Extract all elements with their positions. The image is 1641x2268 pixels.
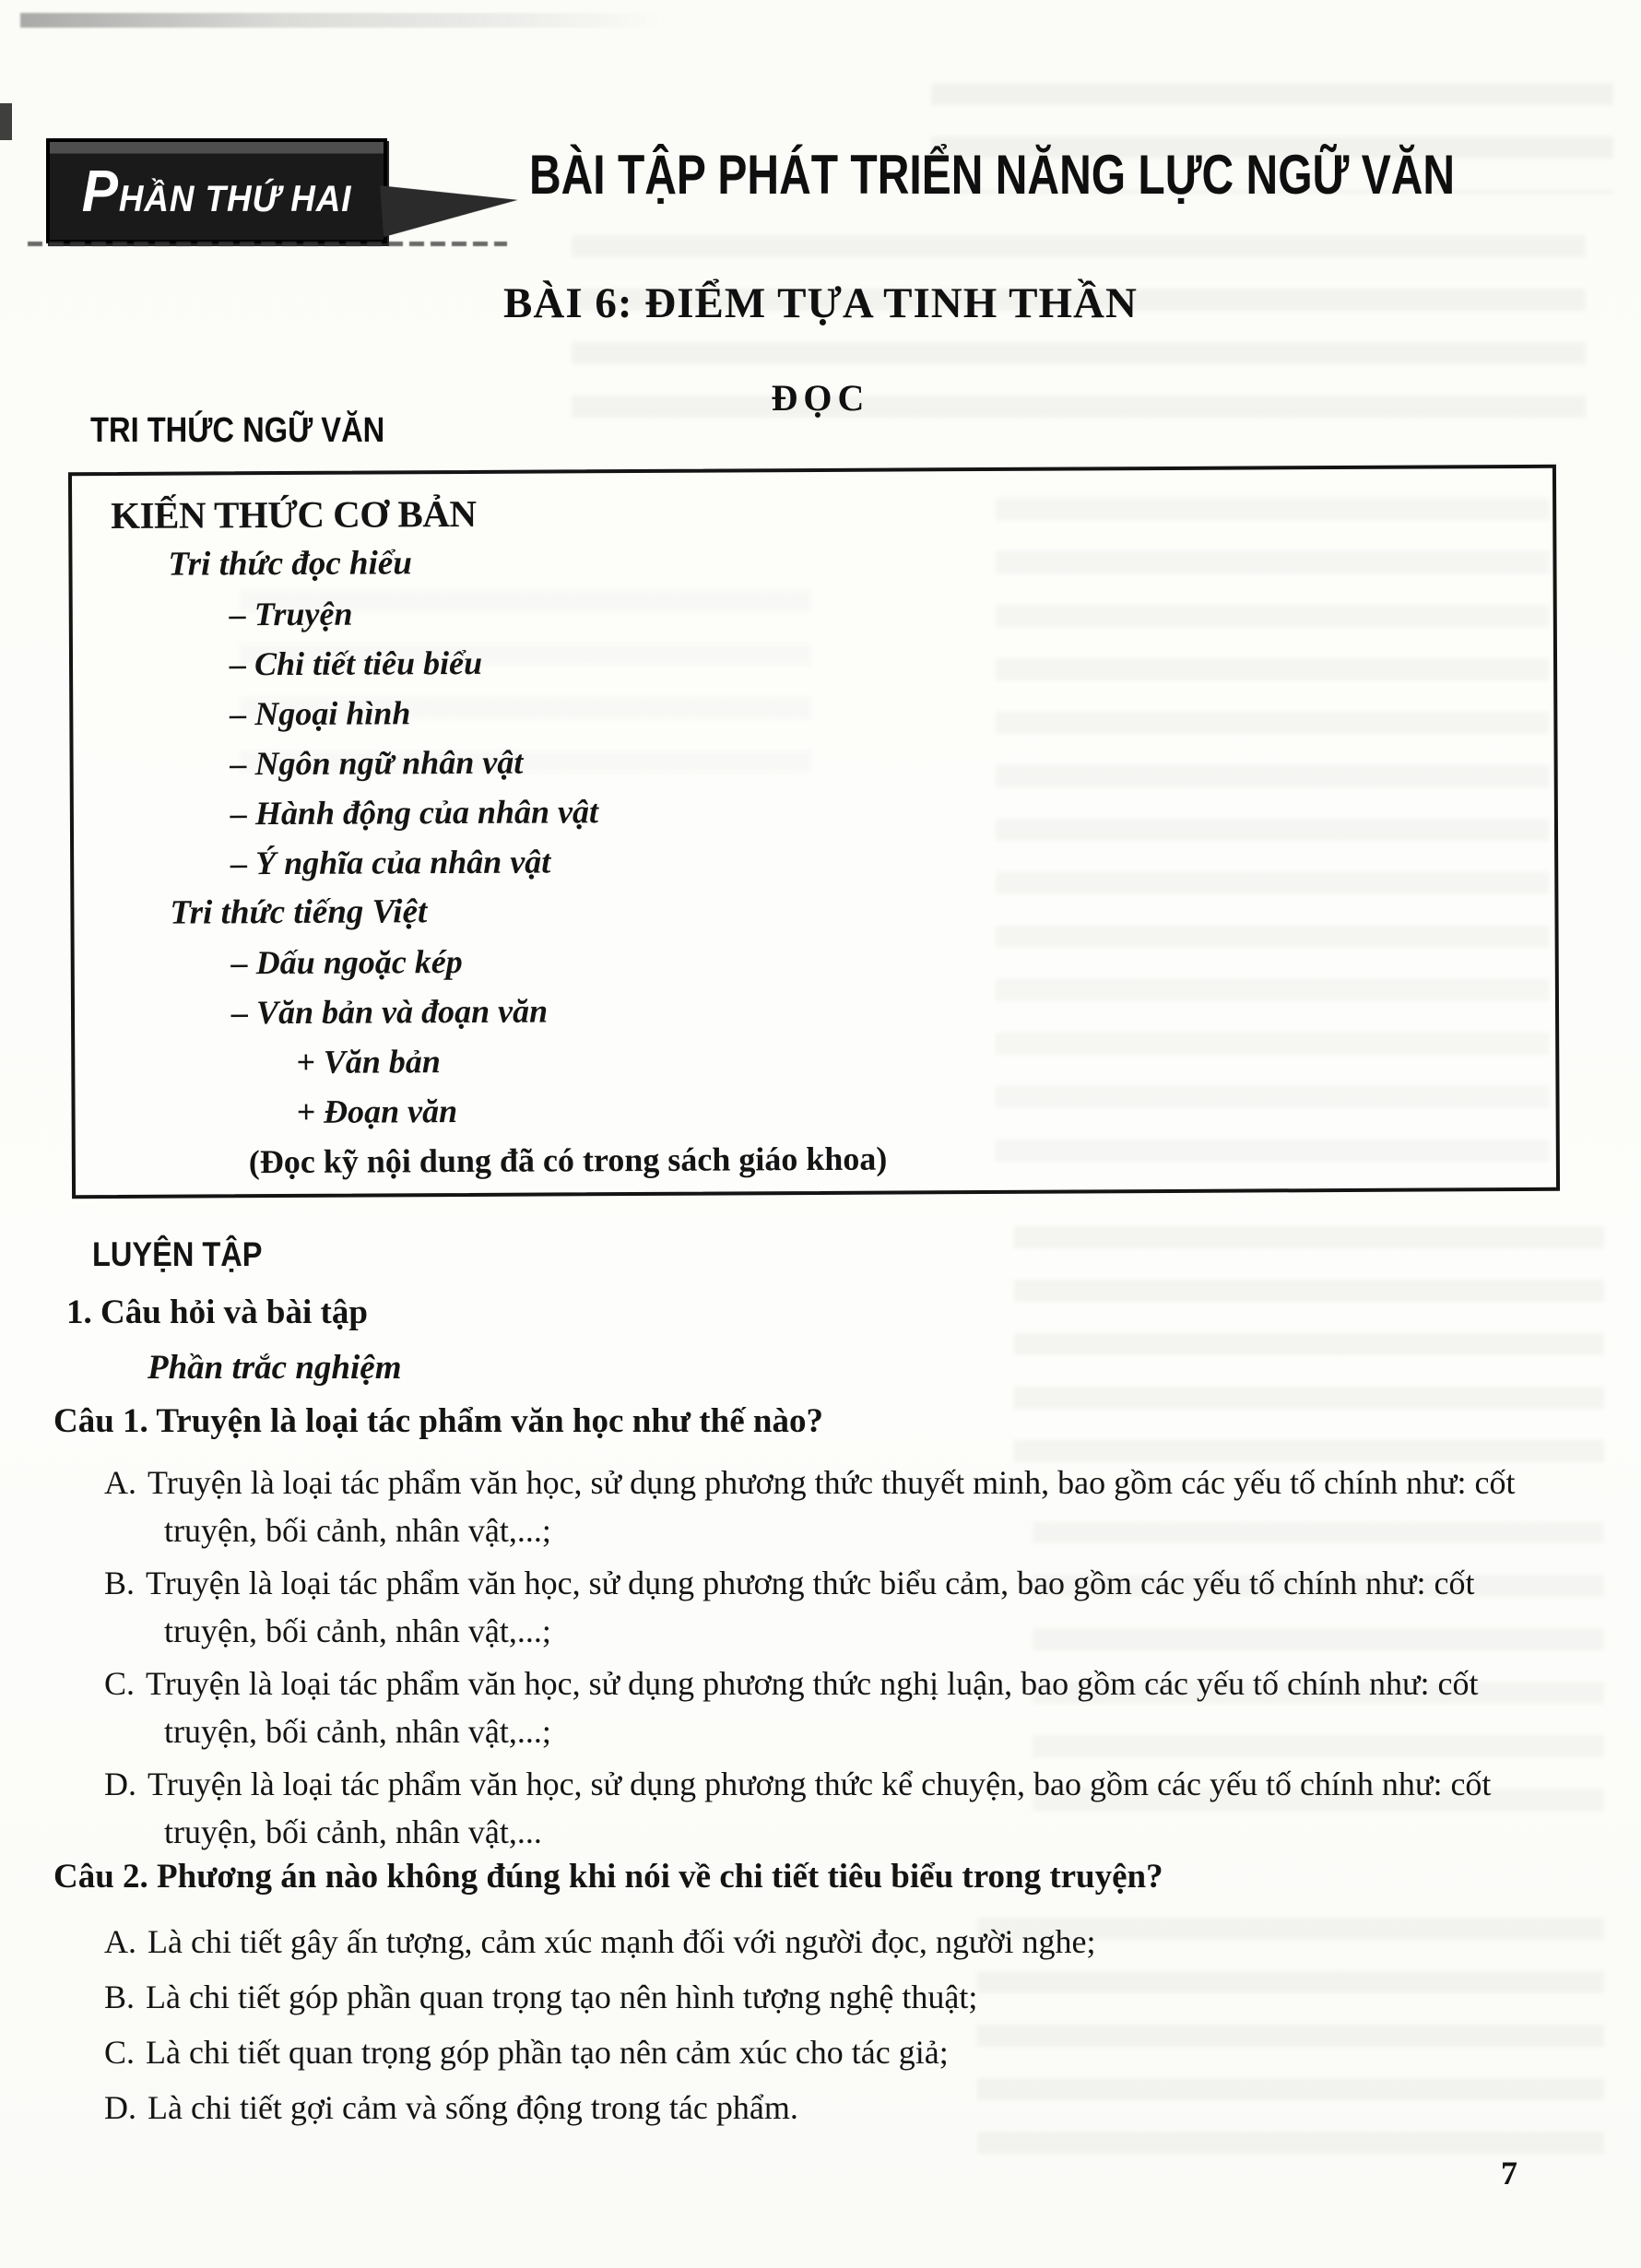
practice-subheading: 1. Câu hỏi và bài tập: [66, 1293, 368, 1331]
list-item: – Ngoại hình: [230, 694, 411, 733]
option-label: C.: [104, 2034, 136, 2071]
option-a: [53, 1459, 1575, 1554]
vietnamese-knowledge-heading: Tri thức tiếng Việt: [170, 892, 428, 932]
option-text: Là chi tiết quan trọng góp phần tạo nên cảm xúc cho tác giả;: [146, 2034, 949, 2071]
option-b: [53, 1559, 1575, 1655]
list-item: – Hành động của nhân vật: [230, 793, 599, 833]
option-label: D.: [104, 2089, 136, 2126]
practice-heading: LUYỆN TẬP: [92, 1235, 263, 1273]
part-banner-label: PHẦN THỨ HAI: [81, 158, 352, 224]
page-number: 7: [1501, 2155, 1517, 2191]
option-text: Là chi tiết góp phần quan trọng tạo nên hình tượng nghệ thuật;: [146, 1979, 978, 2015]
list-sub-item: + Văn bản: [296, 1043, 441, 1081]
option-text: Là chi tiết gợi cảm và sống động trong tác phẩm.: [148, 2089, 798, 2126]
scan-bleed-artifact: [1014, 1226, 1604, 1466]
question-1-options: [53, 1459, 1575, 1860]
option-text: Truyện là loại tác phẩm văn học, sử dụng phương thức nghị luận, bao gồm các yếu tố chính như: cốt truyện, bối cảnh, nhân vật,...;: [146, 1665, 1479, 1750]
question-1-title: Câu 1. Truyện là loại tác phẩm văn học như thế nào?: [53, 1402, 823, 1440]
list-item: – Văn bản và đoạn văn: [230, 992, 549, 1032]
option-label: C.: [104, 1665, 136, 1702]
option-label: A.: [104, 1464, 136, 1501]
basic-knowledge-box: [68, 465, 1560, 1199]
option-text: Truyện là loại tác phẩm văn học, sử dụng phương thức kể chuyện, bao gồm các yếu tố chính như: cốt truyện, bối cảnh, nhân vật,...: [148, 1766, 1492, 1850]
list-item: – Chi tiết tiêu biểu: [229, 644, 483, 683]
option-c: [53, 2025, 1575, 2080]
list-item: – Ngôn ngữ nhân vật: [230, 743, 524, 783]
lesson-title: BÀI 6: ĐIỂM TỰA TINH THẦN: [503, 279, 1138, 327]
multiple-choice-part-label: Phần trắc nghiệm: [148, 1349, 402, 1387]
scan-top-streak: [20, 13, 666, 28]
option-c: [53, 1660, 1575, 1755]
option-label: B.: [104, 1565, 136, 1601]
option-text: Là chi tiết gây ấn tượng, cảm xúc mạnh đối với người đọc, người nghe;: [148, 1923, 1096, 1960]
option-label: D.: [104, 1766, 136, 1802]
option-text: Truyện là loại tác phẩm văn học, sử dụng phương thức biểu cảm, bao gồm các yếu tố chính như: cốt truyện, bối cảnh, nhân vật,...;: [146, 1565, 1475, 1649]
list-item: – Truyện: [229, 595, 353, 633]
option-a: [53, 1914, 1575, 1969]
option-d: [53, 1760, 1575, 1856]
section-heading-doc: ĐỌC: [771, 377, 870, 419]
knowledge-box-note: (Đọc kỹ nội dung đã có trong sách giáo khoa): [248, 1140, 888, 1181]
list-sub-item: + Đoạn văn: [296, 1093, 458, 1130]
option-label: B.: [104, 1979, 136, 2015]
series-title: BÀI TẬP PHÁT TRIỂN NĂNG LỰC NGỮ VĂN: [528, 144, 1456, 206]
question-2-title: Câu 2. Phương án nào không đúng khi nói về chi tiết tiêu biểu trong truyện?: [53, 1858, 1163, 1896]
option-text: Truyện là loại tác phẩm văn học, sử dụng phương thức thuyết minh, bao gồm các yếu tố chính như: cốt truyện, bối cảnh, nhân vật,...;: [148, 1464, 1516, 1549]
option-d: [53, 2080, 1575, 2135]
list-item: – Ý nghĩa của nhân vật: [230, 843, 551, 882]
part-banner: [46, 138, 387, 243]
scan-edge-mark: [0, 103, 12, 140]
banner-underline-streak: [28, 242, 507, 246]
banner-arrow-icon: [380, 176, 520, 237]
option-b: [53, 1969, 1575, 2025]
section-heading-tri-thuc-ngu-van: TRI THỨC NGỮ VĂN: [90, 411, 385, 450]
reading-knowledge-heading: Tri thức đọc hiểu: [168, 544, 412, 584]
list-item: – Dấu ngoặc kép: [230, 942, 463, 982]
knowledge-box-title: KIẾN THỨC CƠ BẢN: [111, 491, 477, 537]
question-2-options: [53, 1914, 1575, 2135]
option-label: A.: [104, 1923, 136, 1960]
